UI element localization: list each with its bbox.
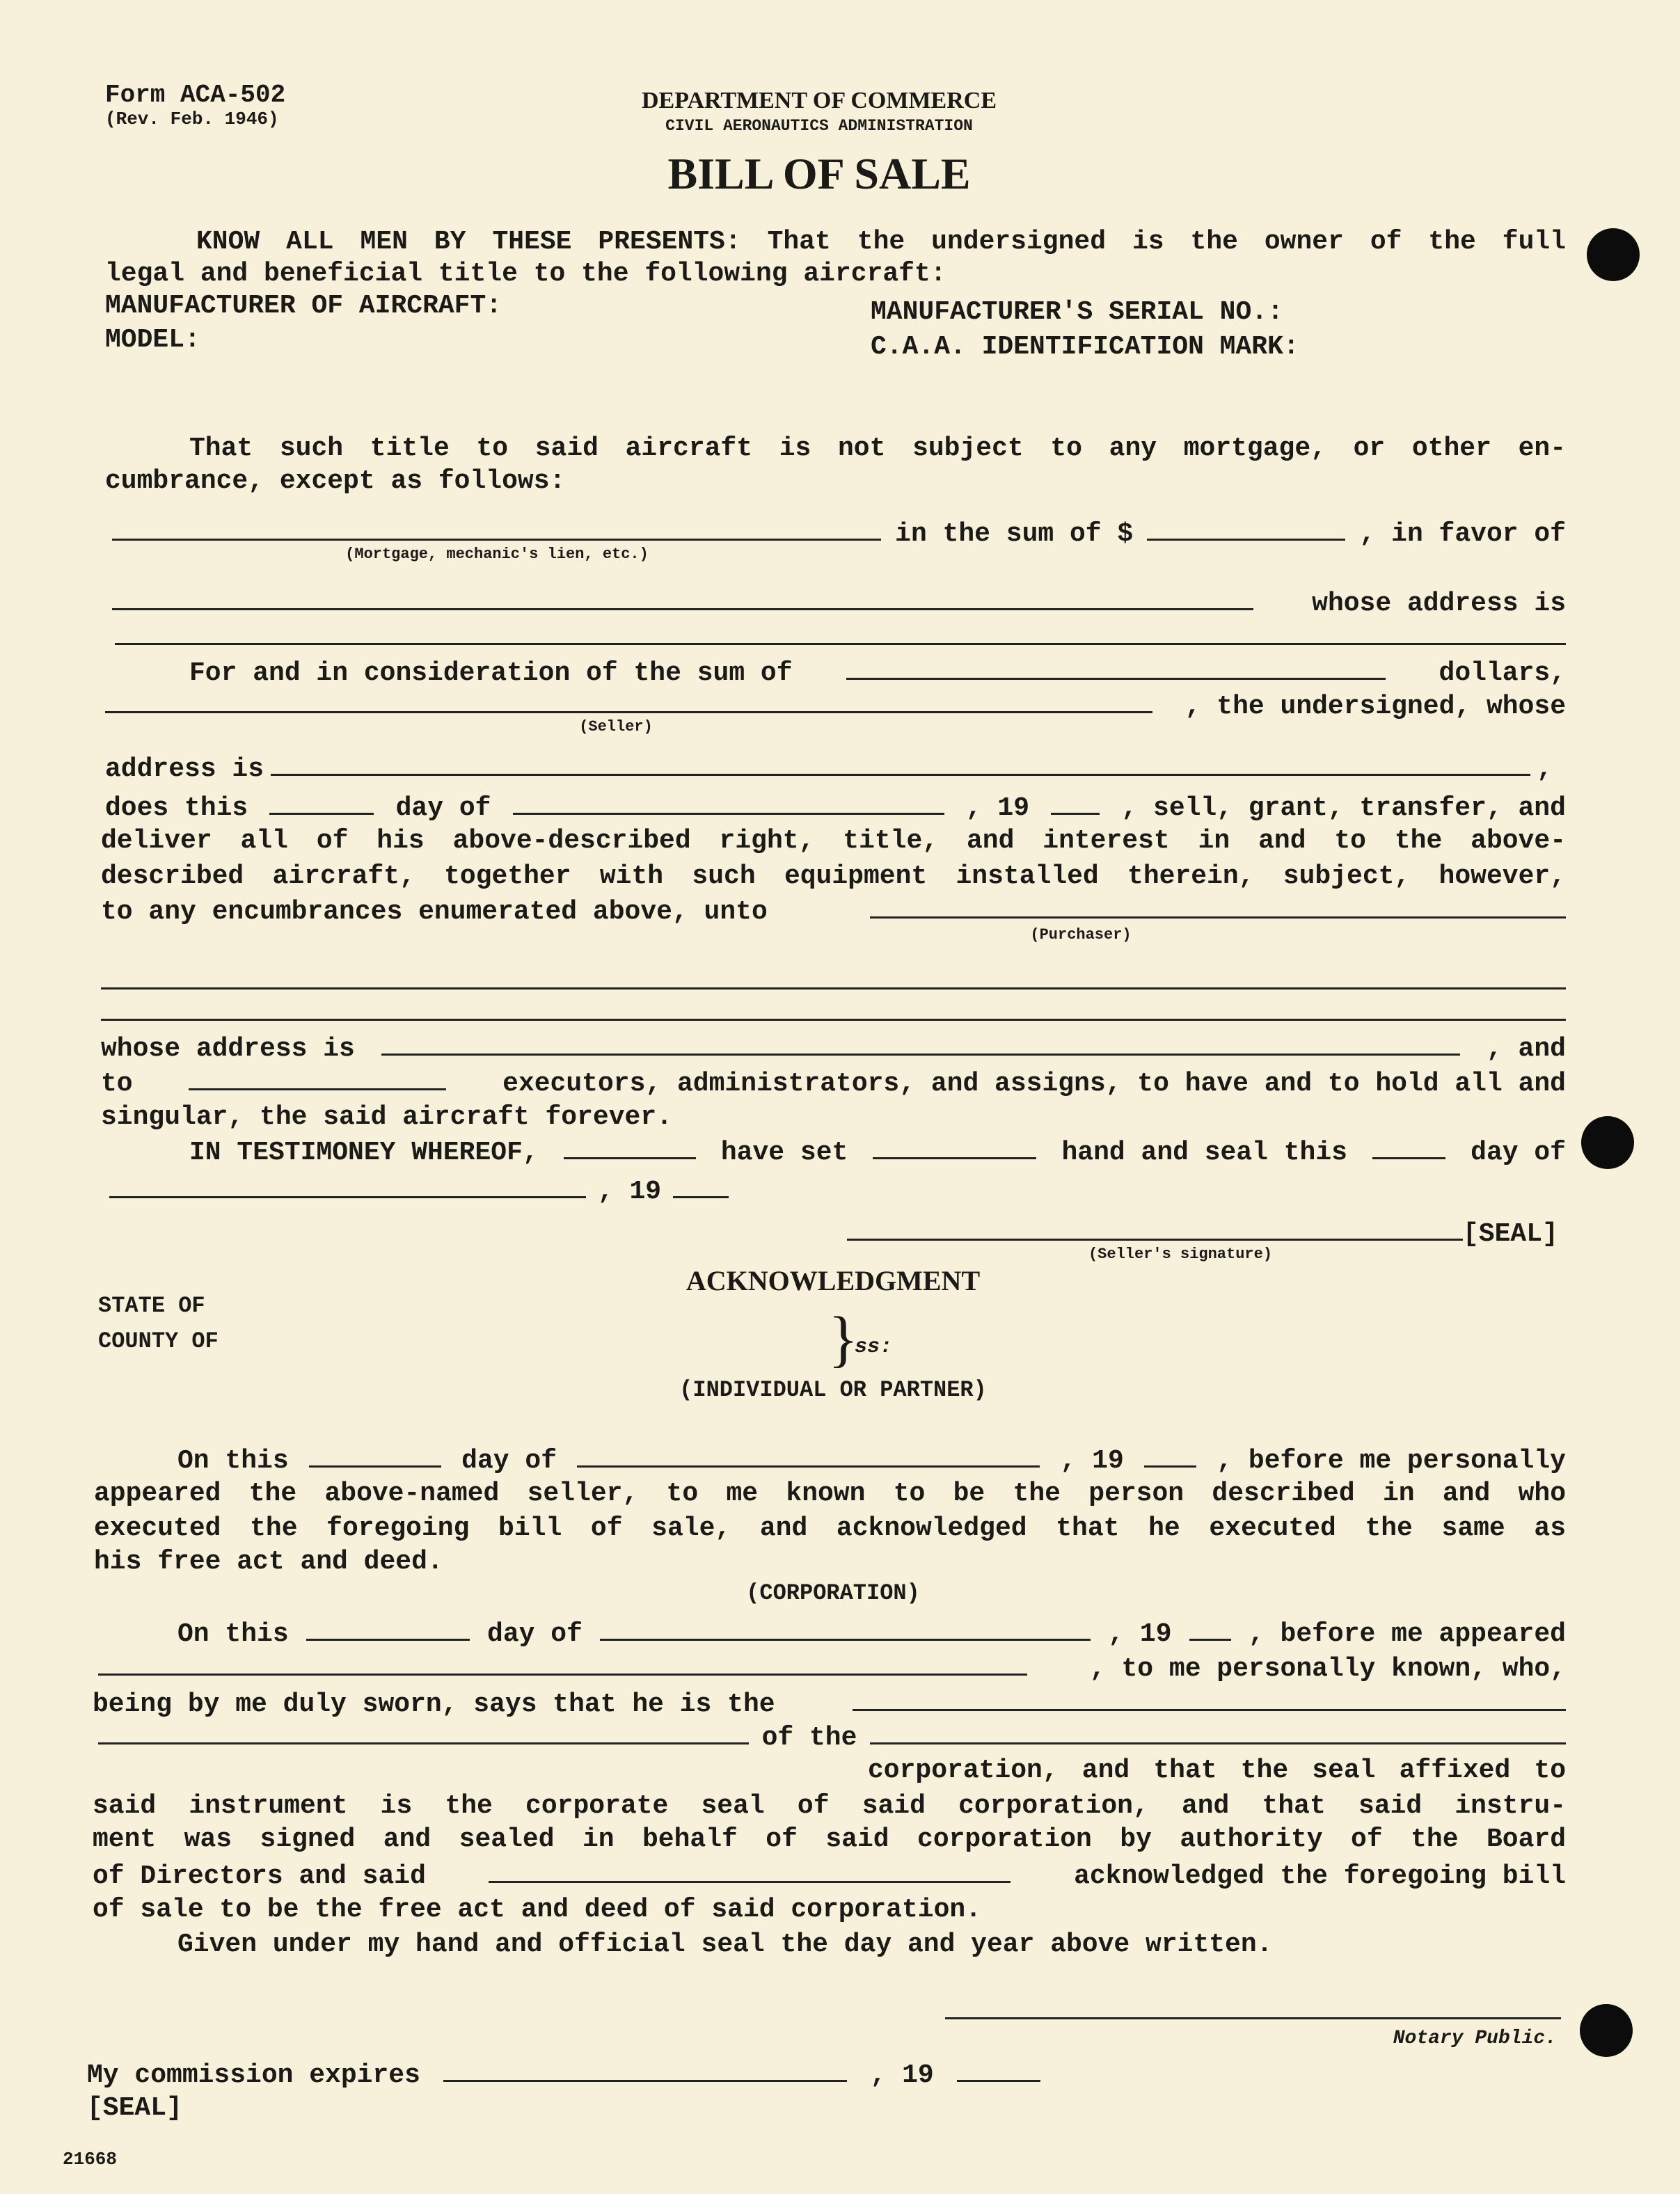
form-code: 21668 <box>63 2149 118 2170</box>
testimony-date-line <box>109 1172 729 1207</box>
mortgage-line <box>112 515 1566 550</box>
appeared-name-line <box>98 1650 1566 1685</box>
day-of-text: day of <box>461 1446 557 1476</box>
date-line <box>105 789 1566 824</box>
day-of-text: day of <box>395 793 491 823</box>
favor-label: , in favor of <box>1359 519 1566 549</box>
year-prefix: , 19 <box>1108 1619 1172 1649</box>
acknowledged-text: acknowledged the foregoing bill <box>1074 1861 1566 1891</box>
free-act-line: his free act and deed. <box>94 1547 443 1577</box>
testimony-day-blank[interactable] <box>1372 1134 1445 1159</box>
commission-line <box>87 2056 1040 2091</box>
page-title: BILL OF SALE <box>667 149 971 198</box>
corporation-heading: (CORPORATION) <box>746 1580 920 1606</box>
month-blank[interactable] <box>513 789 944 815</box>
before-me-text: , before me personally <box>1217 1446 1566 1476</box>
address-is-label: address is <box>105 754 264 784</box>
corp-date-line <box>177 1615 1566 1650</box>
day-blank[interactable] <box>269 789 374 815</box>
testimony-who-blank[interactable] <box>564 1134 696 1159</box>
before-me-text: , before me appeared <box>1248 1619 1566 1649</box>
address-blank[interactable] <box>115 619 1566 645</box>
department: DEPARTMENT OF COMMERCE <box>641 88 997 113</box>
brace: } <box>828 1305 859 1374</box>
punch-hole-bottom <box>1580 2004 1633 2057</box>
described-line: described aircraft, together with such equipment installed therein, subject, however, <box>101 861 1566 891</box>
and-text: , and <box>1486 1034 1566 1064</box>
address-label: whose address is <box>1312 589 1566 619</box>
form-number: Form ACA-502 <box>105 81 286 109</box>
notary-signature-blank[interactable] <box>945 1994 1561 2019</box>
notary-seal-label: [SEAL] <box>87 2093 182 2123</box>
punch-hole-middle <box>1581 1116 1634 1169</box>
instrument-line: said instrument is the corporate seal of said corporation, and that said instru- <box>93 1791 1566 1821</box>
seller-caption: (Seller) <box>579 718 653 736</box>
commission-date-blank[interactable] <box>443 2056 847 2082</box>
purchaser-caption: (Purchaser) <box>1030 926 1132 944</box>
comma: , <box>1537 754 1553 784</box>
encumbrance-line-1: That such title to said aircraft is not subject to any mortgage, or other en- <box>189 434 1566 463</box>
executors-line <box>101 1065 1566 1099</box>
unto-text: to any encumbrances enumerated above, unto <box>101 897 768 927</box>
consideration-line <box>189 654 1566 689</box>
purchaser-blank[interactable] <box>870 893 1566 919</box>
deliver-line: deliver all of his above-described right, title, and interest in and to the above- <box>101 826 1566 856</box>
punch-hole-top <box>1587 228 1640 281</box>
testimony-text: IN TESTIMONEY WHEREOF, <box>189 1138 539 1168</box>
corporation-seal-line: corporation, and that the seal affixed to <box>868 1756 1566 1786</box>
dollars-label: dollars, <box>1439 658 1566 688</box>
year-prefix: , 19 <box>1060 1446 1124 1476</box>
appeared-line: appeared the above-named seller, to me known to be the person described in and who <box>94 1479 1566 1509</box>
day-of-text: day of <box>1471 1138 1566 1168</box>
corp-year-blank[interactable] <box>1189 1615 1231 1641</box>
form-revision: (Rev. Feb. 1946) <box>105 109 279 129</box>
testimony-hand-blank[interactable] <box>873 1134 1036 1159</box>
favor-line <box>112 585 1566 619</box>
forever-line: singular, the said aircraft forever. <box>101 1102 672 1132</box>
favor-blank[interactable] <box>112 585 1253 610</box>
whose-address-label: whose address is <box>101 1034 355 1064</box>
administration: CIVIL AERONAUTICS ADMINISTRATION <box>665 117 973 135</box>
testimony-line <box>189 1134 1566 1168</box>
individual-heading: (INDIVIDUAL OR PARTNER) <box>679 1377 987 1403</box>
corp-name-blank[interactable] <box>870 1719 1566 1744</box>
purchaser-address-blank[interactable] <box>381 1030 1460 1056</box>
executors-text: executors, administrators, and assigns, to have and to hold all and <box>502 1069 1566 1099</box>
state-label: STATE OF <box>98 1293 205 1319</box>
given-line: Given under my hand and official seal the day and year above written. <box>177 1930 1273 1960</box>
unto-line <box>101 893 1566 928</box>
day-of-text: day of <box>487 1619 583 1649</box>
directors-line <box>93 1857 1566 1892</box>
consideration-blank[interactable] <box>846 654 1386 680</box>
encumbrance-line-2: cumbrance, except as follows: <box>105 466 566 496</box>
testimony-date-blank[interactable] <box>109 1172 586 1198</box>
sell-grant-text: , sell, grant, transfer, and <box>1121 793 1566 823</box>
ind-month-blank[interactable] <box>577 1442 1040 1468</box>
officer-title-blank[interactable] <box>853 1685 1566 1711</box>
of-the-line <box>98 1719 1566 1754</box>
mortgage-caption: (Mortgage, mechanic's lien, etc.) <box>345 546 649 563</box>
corp-month-blank[interactable] <box>600 1615 1091 1641</box>
free-act-corp-line: of sale to be the free act and deed of said corporation. <box>93 1895 982 1925</box>
to-text: to <box>101 1069 133 1099</box>
on-this-text: On this <box>177 1446 289 1476</box>
corp-officer-blank[interactable] <box>98 1650 1027 1676</box>
notary-label: Notary Public. <box>1393 2028 1557 2049</box>
caa-mark-label: C.A.A. IDENTIFICATION MARK: <box>871 332 1299 362</box>
sum-label: in the sum of $ <box>895 519 1134 549</box>
model-label: MODEL: <box>105 325 200 355</box>
year-prefix: , 19 <box>870 2060 934 2090</box>
seller-line <box>105 687 1566 722</box>
personally-known-text: , to me personally known, who, <box>1089 1654 1566 1684</box>
corp-day-blank[interactable] <box>306 1615 470 1641</box>
consideration-text: For and in consideration of the sum of <box>189 658 793 688</box>
testimony-year-blank[interactable] <box>673 1172 729 1198</box>
year-prefix: , 19 <box>597 1177 662 1207</box>
purchaser-blank-3[interactable] <box>101 995 1566 1021</box>
commission-text: My commission expires <box>87 2060 420 2090</box>
heirs-blank[interactable] <box>189 1065 446 1090</box>
on-this-text: On this <box>177 1619 289 1649</box>
of-the-text: of the <box>761 1723 857 1753</box>
have-set-text: have set <box>720 1138 848 1168</box>
signature-line <box>847 1215 1557 1250</box>
directors-text: of Directors and said <box>93 1861 426 1891</box>
purchaser-address-line <box>101 1030 1566 1065</box>
seller-signature-blank[interactable] <box>847 1215 1463 1241</box>
sworn-line <box>93 1685 1566 1720</box>
county-label: COUNTY OF <box>98 1328 219 1354</box>
commission-year-blank[interactable] <box>957 2056 1040 2082</box>
ss-label: ss: <box>855 1335 893 1359</box>
year-blank[interactable] <box>1051 789 1100 815</box>
does-this-text: does this <box>105 793 248 823</box>
seller-blank[interactable] <box>105 687 1152 713</box>
purchaser-blank-2[interactable] <box>101 964 1566 989</box>
title-cont-blank[interactable] <box>98 1719 749 1744</box>
sworn-text: being by me duly sworn, says that he is the <box>93 1690 775 1719</box>
year-prefix: , 19 <box>965 793 1030 823</box>
intro-line-2: legal and beneficial title to the following aircraft: <box>105 259 946 289</box>
executed-line: executed the foregoing bill of sale, and acknowledged that he executed the same as <box>94 1513 1566 1543</box>
seller-address-line <box>105 750 1553 785</box>
hand-seal-text: hand and seal this <box>1061 1138 1347 1168</box>
mortgage-blank[interactable] <box>112 515 881 541</box>
individual-date-line <box>177 1442 1566 1477</box>
signed-line: ment was signed and sealed in behalf of said corporation by authority of the Board <box>93 1825 1566 1854</box>
intro-line-1: KNOW ALL MEN BY THESE PRESENTS: That the undersigned is the owner of the full <box>196 227 1566 257</box>
undersigned-text: , the undersigned, whose <box>1184 692 1566 722</box>
ind-year-blank[interactable] <box>1144 1442 1196 1468</box>
seller-address-blank[interactable] <box>271 750 1530 776</box>
ind-day-blank[interactable] <box>309 1442 441 1468</box>
corp-ack-blank[interactable] <box>489 1857 1011 1883</box>
signature-caption: (Seller's signature) <box>1088 1246 1273 1263</box>
seal-label: [SEAL] <box>1463 1219 1558 1249</box>
acknowledgment-title: ACKNOWLEDGMENT <box>686 1265 981 1296</box>
manufacturer-label: MANUFACTURER OF AIRCRAFT: <box>105 291 502 321</box>
sum-blank[interactable] <box>1147 515 1345 541</box>
serial-label: MANUFACTURER'S SERIAL NO.: <box>871 297 1283 327</box>
